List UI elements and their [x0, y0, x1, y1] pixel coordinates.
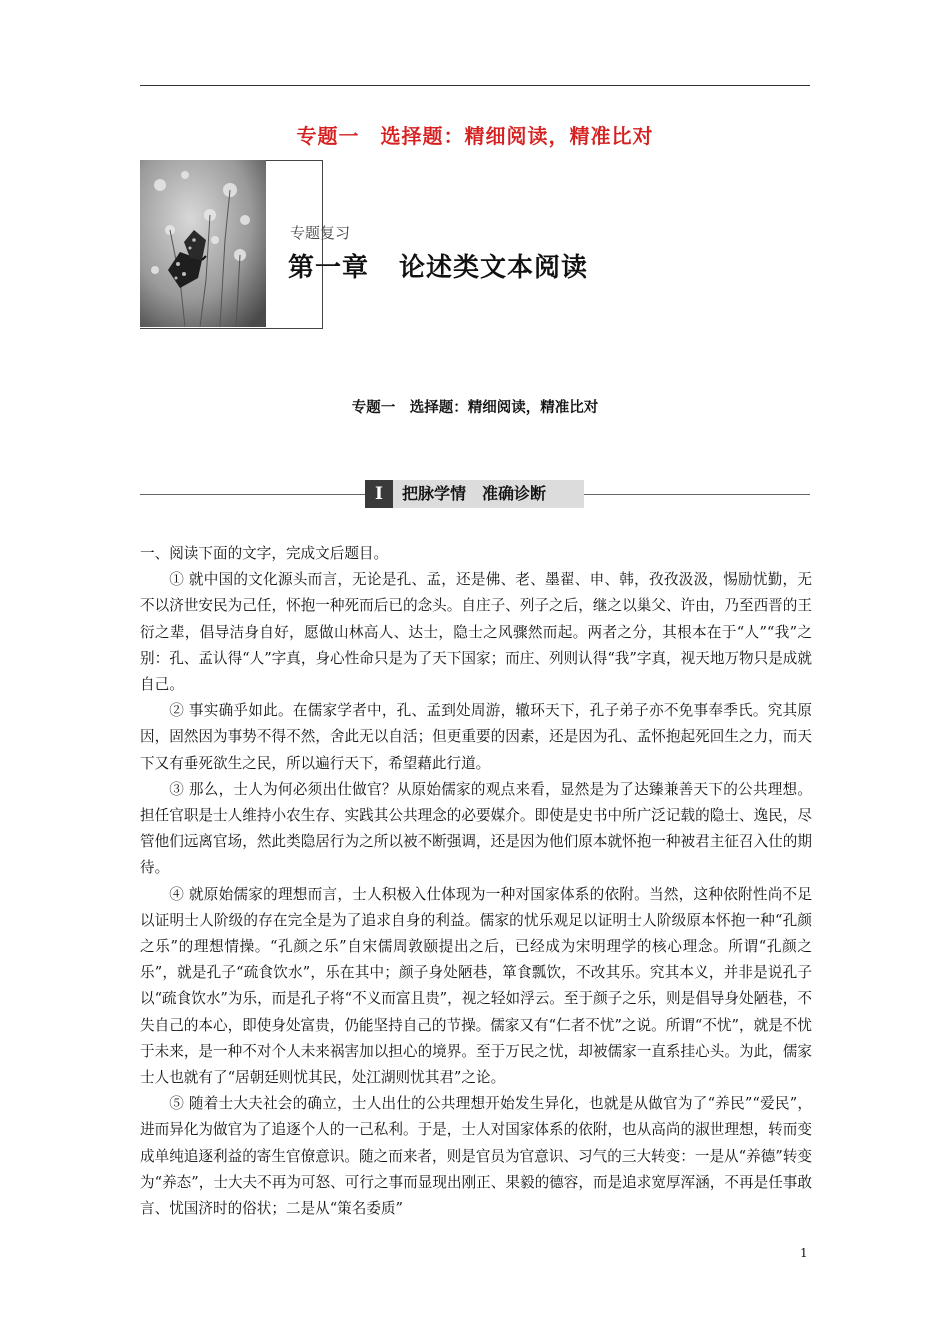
article-body — [140, 541, 812, 1222]
paragraph-4: ④ 就原始儒家的理想而言，士人积极入仕体现为一种对国家体系的依附。当然，这种依附性尚不足以证明士人阶级的存在完全是为了追求自身的利益。儒家的忧乐观足以证明士人阶级原本怀抱一种“孔颜之乐”的理想情操。“孔颜之乐”自宋儒周敦颐提出之后，已经成为宋明理学的核心理念。所谓“孔颜之乐”，就是孔子“疏食饮水”，乐在其中；颜子身处陋巷，箪食瓢饮，不改其乐。究其本义，并非是说孔子以“疏食饮水”为乐，而是孔子将“不义而富且贵”，视之轻如浮云。至于颜子之乐，则是倡导身处陋巷，不失自己的本心，即使身处富贵，仍能坚持自己的节操。儒家又有“仁者不忧”之说。所谓“不忧”，就是不忧于未来，是一种不对个人未来祸害加以担心的境界。至于万民之忧，却被儒家一直系挂心头。为此，儒家士人也就有了“居朝廷则忧其民，处江湖则忧其君”之论。 — [140, 885, 812, 1087]
chapter-title: 论述类文本阅读 — [399, 253, 589, 283]
page-title: 专题一 选择题：精细阅读，精准比对 — [296, 124, 654, 148]
banner-frame-top — [266, 160, 323, 161]
header-rule — [140, 85, 810, 86]
chapter-heading — [288, 247, 588, 284]
chapter-number: 第一章 — [288, 253, 370, 283]
paragraph-1: ① 就中国的文化源头而言，无论是孔、孟，还是佛、老、墨翟、申、韩，孜孜汲汲，惕励忧勤，无不以济世安民为己任，怀抱一种死而后已的念头。自庄子、列子之后，继之以巢父、许由，乃至西晋的王衍之辈，倡导洁身自好，愿做山林高人、达士，隐士之风骤然而起。两者之分，其根本在于“人”“我”之别：孔、孟认得“人”字真，身心性命只是为了天下国家；而庄、列则认得“我”字真，视天地万物只是成就自己。 — [140, 571, 812, 694]
section-rule-right — [584, 494, 810, 495]
paragraph-3: ③ 那么，士人为何必须出仕做官？从原始儒家的观点来看，显然是为了达臻兼善天下的公共理想。担任官职是士人维持小农生存、实践其公共理念的必要媒介。即使是史书中所广泛记载的隐士、逸民，尽管他们远离官场，然此类隐居行为之所以被不断强调，还是因为他们原本就怀抱一种被君主征召入仕的期待。 — [140, 780, 812, 877]
paragraph-5: ⑤ 随着士大夫社会的确立，士人出仕的公共理想开始发生异化，也就是从做官为了“养民”“爱民”，进而异化为做官为了追逐个人的一己私利。于是，士人对国家体系的依附，也从高尚的淑世理想，转而变成单纯追逐利益的寄生官僚意识。随之而来者，则是官员为官意识、习气的三大转变：一是从“养德”转变为“养态”，士大夫不再为可怒、可行之事而显现出刚正、果毅的德容，而是追求宽厚浑涵，不再是任事敢言、忧国济时的俗状；二是从“策名委质” — [140, 1095, 812, 1218]
banner-subtitle: 专题复习 — [290, 224, 351, 242]
page-number: 1 — [800, 1246, 808, 1260]
paragraph-2: ② 事实确乎如此。在儒家学者中，孔、孟到处周游，辙环天下，孔子弟子亦不免事奉季氏。究其原因，固然因为事势不得不然，舍此无以自活；但更重要的因素，还是因为孔、孟怀抱起死回生之力，而天下又有垂死欲生之民，所以遍行天下，希望藉此行道。 — [140, 702, 812, 772]
section-rule-left — [140, 494, 365, 495]
butterfly-photo — [140, 160, 266, 327]
section-label: 把脉学情 准确诊断 — [402, 484, 547, 503]
section-number-badge: I — [365, 480, 393, 508]
question-intro: 一、阅读下面的文字，完成文后题目。 — [140, 545, 389, 562]
section-subheading: 专题一 选择题：精细阅读，精准比对 — [351, 400, 599, 416]
